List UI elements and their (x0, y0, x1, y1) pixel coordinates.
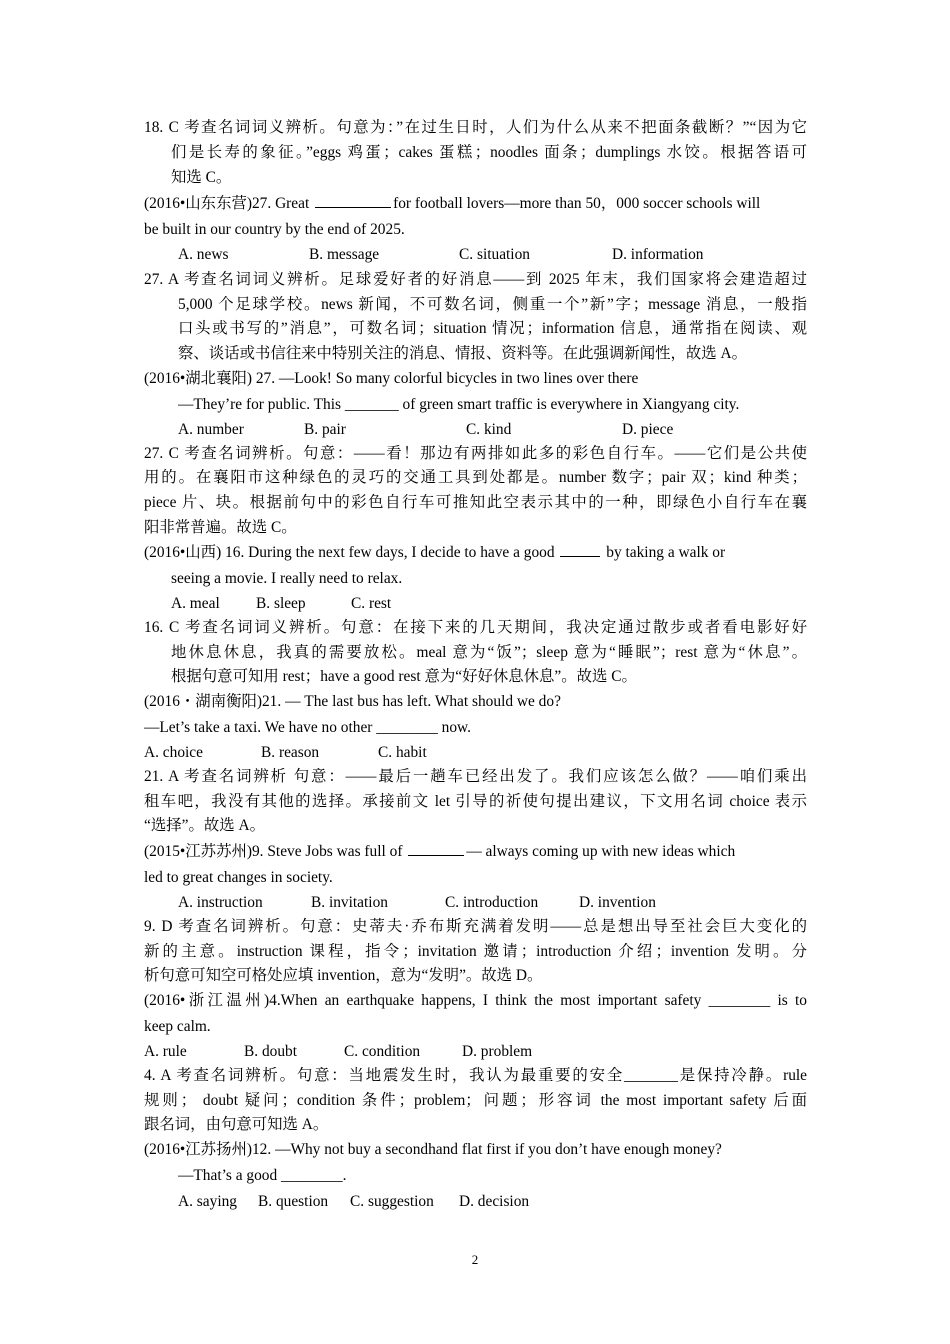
option-c: C. kind (466, 421, 512, 438)
answer-text-line: 口头或书写的”消息”，可数名词；situation 情况；information 信息，通常指在阅读、观 (178, 320, 807, 337)
answer-blank (560, 541, 600, 557)
option-b: B. question (258, 1193, 329, 1210)
option-a: A. news (178, 246, 229, 263)
option-a: A. rule (144, 1043, 187, 1060)
question-stem-line: keep calm. (144, 1018, 211, 1035)
answer-blank (315, 192, 391, 208)
page-number: 2 (471, 1252, 479, 1267)
options-line (144, 741, 807, 765)
answer-text-line: 察、谈话或书信往来中特别关注的消息、情报、资料等。在此强调新闻性，故选 A。 (178, 345, 748, 362)
answer-text-line: 用的。在襄阳市这种绿色的灵巧的交通工具到处都是。number 数字；pair 双；kind 种类； (144, 469, 807, 486)
answer-text-line: 5,000 个足球学校。news 新闻，不可数名词，侧重一个”新”字；message 消息，一般指 (178, 296, 807, 313)
option-b: B. message (309, 246, 380, 263)
question-text: by taking a walk or (602, 544, 726, 561)
answer-text-line: 根据句意可知用 rest；have a good rest 意为“好好休息休息”。故选 C。 (171, 668, 637, 685)
options-line (178, 418, 807, 442)
question-text: (2016•山东东营)27. Great (144, 195, 314, 212)
option-a: A. number (178, 421, 244, 438)
options-line (178, 1190, 807, 1214)
option-a: A. choice (144, 744, 203, 761)
question-text: for football lovers—more than 50，000 soccer schools will (393, 195, 761, 212)
option-c: C. situation (459, 246, 530, 263)
option-c: C. condition (344, 1043, 421, 1060)
option-c: C. rest (351, 595, 392, 612)
question-stem-line: —Let’s take a taxi. We have no other ________ now. (144, 719, 472, 736)
question-stem-line: —That’s a good ________. (178, 1167, 347, 1184)
option-c: C. introduction (445, 894, 539, 911)
question-text: (2016•山西) 16. During the next few days, I decide to have a good (144, 544, 559, 561)
option-c: C. habit (378, 744, 427, 761)
question-stem-line: be built in our country by the end of 2025. (144, 221, 405, 238)
option-d: D. piece (622, 421, 674, 438)
option-b: B. doubt (244, 1043, 298, 1060)
option-d: D. information (612, 246, 704, 263)
answer-text-line: 16. C 考查名词词义辨析。句意：在接下来的几天期间，我决定通过散步或者看电影好好 (144, 619, 807, 636)
options-line (171, 592, 807, 616)
question-stem-line (144, 192, 807, 216)
answer-text-line: 21. A 考查名词辨析 句意：——最后一趟车已经出发了。我们应该怎么做？——咱们乘出 (144, 768, 807, 785)
question-stem-line: —They’re for public. This _______ of green smart traffic is everywhere in Xiangyang city. (178, 396, 740, 413)
answer-text-line: piece 片、块。根据前句中的彩色自行车可推知此空表示其中的一种，即绿色小自行车在襄 (144, 494, 807, 511)
option-b: B. sleep (256, 595, 306, 612)
question-stem-line: (2016•浙江温州)4.When an earthquake happens, I think the most important safety ________ is to (144, 992, 807, 1009)
option-b: B. pair (304, 421, 346, 438)
answer-text-line: 析句意可知空可格处应填 invention，意为“发明”。故选 D。 (144, 967, 543, 984)
question-text: — always coming up with new ideas which (466, 843, 736, 860)
question-stem-line: seeing a movie. I really need to relax. (171, 570, 403, 587)
question-stem-line: (2016・湖南衡阳)21. — The last bus has left. What should we do? (144, 693, 561, 710)
question-stem-line (144, 541, 807, 565)
answer-text-line: 跟名词，由句意可知选 A。 (144, 1116, 329, 1133)
question-stem-line: (2016•湖北襄阳) 27. —Look! So many colorful bicycles in two lines over there (144, 370, 639, 387)
options-line (178, 243, 807, 267)
option-a: A. saying (178, 1193, 237, 1210)
answer-text-line: 27. C 考查名词辨析。句意：——看！那边有两排如此多的彩色自行车。——它们是公共使 (144, 445, 807, 462)
question-stem-line: (2016•江苏扬州)12. —Why not buy a secondhand flat first if you don’t have enough money? (144, 1141, 722, 1158)
answer-blank (408, 840, 464, 856)
question-stem-line: led to great changes in society. (144, 869, 333, 886)
option-d: D. decision (459, 1193, 530, 1210)
answer-text-line: 规则； doubt 疑问；condition 条件；problem；问题；形容词 the most important safety 后面 (144, 1092, 807, 1109)
answer-text-line: 4. A 考查名词辨析。句意：当地震发生时，我认为最重要的安全_______是保持冷静。rule (144, 1067, 807, 1084)
answer-text-line: 18. C 考查名词词义辨析。句意为：”在过生日时，人们为什么从来不把面条截断？”“因为它 (144, 119, 807, 136)
answer-text-line: 阳非常普遍。故选 C。 (144, 519, 297, 536)
answer-text-line: 地休息休息，我真的需要放松。meal 意为“饭”；sleep 意为“睡眠”；rest 意为“休息”。 (171, 644, 807, 661)
options-line (178, 891, 807, 915)
option-b: B. invitation (311, 894, 388, 911)
option-d: D. problem (462, 1043, 533, 1060)
answer-text-line: “选择”。故选 A。 (144, 817, 265, 834)
answer-text-line: 9. D 考查名词辨析。句意：史蒂夫·乔布斯充满着发明——总是想出导至社会巨大变化的 (144, 918, 807, 935)
answer-text-line: 27. A 考查名词词义辨析。足球爱好者的好消息——到 2025 年末，我们国家将会建造超过 (144, 271, 807, 288)
option-d: D. invention (579, 894, 656, 911)
options-line (144, 1040, 807, 1064)
question-stem-line (144, 840, 807, 864)
answer-text-line: 新的主意。instruction 课程，指令；invitation 邀请；introduction 介绍；invention 发明。分 (144, 943, 807, 960)
answer-text-line: 知选 C。 (171, 169, 232, 186)
option-a: A. instruction (178, 894, 263, 911)
question-text: (2015•江苏苏州)9. Steve Jobs was full of (144, 843, 407, 860)
answer-text-line: 租车吧，我没有其他的选择。承接前文 let 引导的祈使句提出建议，下文用名词 choice 表示 (144, 793, 807, 810)
answer-text-line: 们是长寿的象征。”eggs 鸡蛋；cakes 蛋糕；noodles 面条；dumplings 水饺。根据答语可 (171, 144, 807, 161)
option-c: C. suggestion (350, 1193, 434, 1210)
option-b: B. reason (261, 744, 320, 761)
option-a: A. meal (171, 595, 220, 612)
